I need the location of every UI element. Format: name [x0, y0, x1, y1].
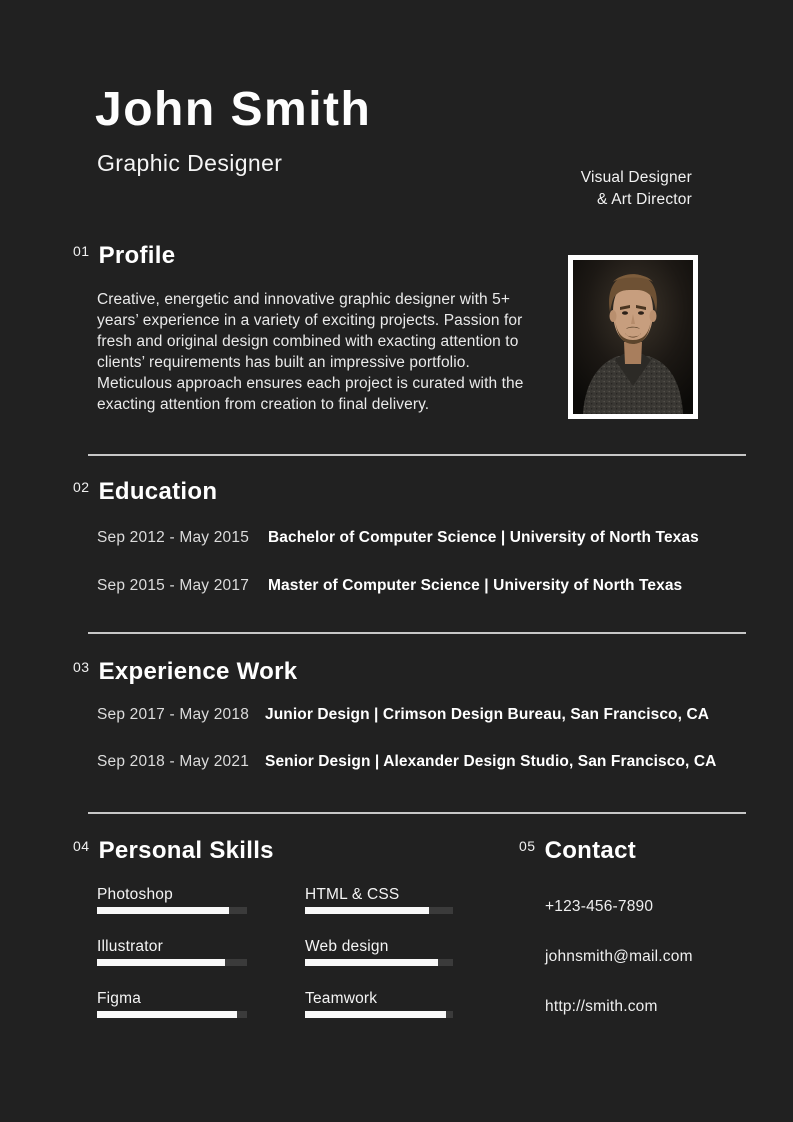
skill-item	[305, 938, 453, 966]
skill-bar-fill	[97, 959, 225, 966]
skill-label: Figma	[97, 990, 142, 1007]
section-title-contact: Contact	[544, 837, 637, 864]
section-experience-heading	[73, 658, 297, 686]
skill-bar	[97, 1011, 247, 1018]
experience-date: Sep 2018 - May 2021	[97, 753, 250, 770]
section-number: 05	[519, 838, 536, 854]
skill-label: Web design	[305, 938, 389, 955]
skill-item	[305, 990, 453, 1018]
skill-bar-fill	[97, 907, 229, 914]
skill-item	[97, 938, 247, 966]
experience-date: Sep 2017 - May 2018	[97, 706, 250, 723]
experience-detail: Junior Design | Crimson Design Bureau, San Francisco, CA	[265, 706, 710, 723]
education-date: Sep 2015 - May 2017	[97, 577, 250, 594]
experience-row	[97, 753, 716, 771]
skill-label: Teamwork	[305, 990, 378, 1007]
section-skills-heading	[73, 837, 274, 865]
contact-website[interactable]: http://smith.com	[545, 998, 658, 1015]
skill-item	[305, 886, 453, 914]
contact-list	[545, 898, 693, 1048]
section-title-experience: Experience Work	[98, 658, 298, 685]
skill-label: Photoshop	[97, 886, 173, 903]
section-number: 03	[73, 659, 90, 675]
skill-bar	[97, 959, 247, 966]
portrait-photo-illustration	[573, 260, 693, 414]
section-number: 01	[73, 243, 90, 259]
education-row	[97, 577, 682, 595]
skills-column-right	[305, 886, 453, 1042]
skill-bar-fill	[97, 1011, 237, 1018]
section-profile-heading	[73, 242, 175, 270]
profile-paragraph: Creative, energetic and innovative graphic designer with 5+ years’ experience in a variety of exciting projects. Passion for fresh and original design combined with exacting attention to clients’ requirements has built an impressive portfolio. Meticulous approach ensures each project is curated with the exacting attention from creation to final delivery.	[97, 291, 524, 413]
skill-label: Illustrator	[97, 938, 163, 955]
experience-detail: Senior Design | Alexander Design Studio, San Francisco, CA	[265, 753, 717, 770]
skill-bar-fill	[305, 1011, 446, 1018]
skill-bar	[97, 907, 247, 914]
section-divider	[88, 632, 746, 634]
tagline-line-1: Visual Designer	[580, 169, 692, 186]
portrait-photo	[568, 255, 698, 419]
section-title-education: Education	[98, 478, 218, 505]
contact-phone[interactable]: +123-456-7890	[545, 898, 654, 915]
skill-label: HTML & CSS	[305, 886, 400, 903]
skill-bar-fill	[305, 907, 429, 914]
skill-bar	[305, 1011, 453, 1018]
experience-row	[97, 706, 709, 724]
section-divider	[88, 812, 746, 814]
skill-bar	[305, 907, 453, 914]
section-title-skills: Personal Skills	[98, 837, 274, 864]
section-number: 02	[73, 479, 90, 495]
header-tagline	[581, 167, 692, 210]
skill-item	[97, 990, 247, 1018]
education-row	[97, 529, 699, 547]
person-role: Graphic Designer	[97, 150, 283, 176]
section-education-heading	[73, 478, 217, 506]
education-detail: Master of Computer Science | University of North Texas	[268, 577, 683, 594]
section-contact-heading	[519, 837, 636, 865]
section-title-profile: Profile	[98, 242, 176, 269]
tagline-line-2: & Art Director	[597, 190, 692, 208]
education-detail: Bachelor of Computer Science | University of North Texas	[268, 529, 699, 546]
skills-grid	[97, 886, 453, 1042]
section-number: 04	[73, 838, 90, 854]
contact-email[interactable]: johnsmith@mail.com	[545, 948, 693, 965]
section-divider	[88, 454, 746, 456]
skill-bar	[305, 959, 453, 966]
education-date: Sep 2012 - May 2015	[97, 529, 250, 546]
skill-bar-fill	[305, 959, 438, 966]
person-name: John Smith	[95, 83, 372, 136]
skill-item	[97, 886, 247, 914]
skills-column-left	[97, 886, 247, 1042]
